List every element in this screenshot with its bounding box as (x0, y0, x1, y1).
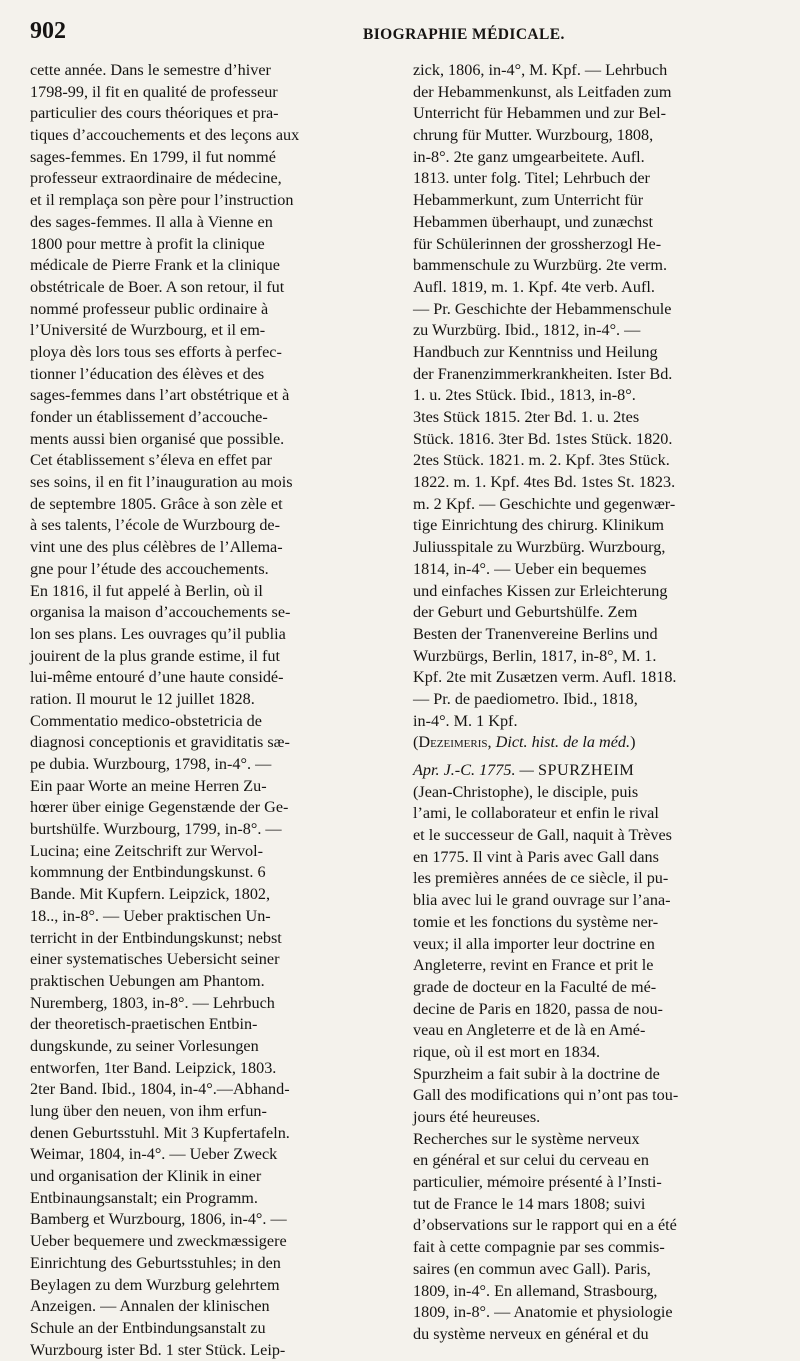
text-line: in-4°. M. 1 Kpf. (413, 711, 518, 730)
text-line: jours été heureuses. (413, 1108, 541, 1126)
running-title: BIOGRAPHIE MÉDICALE. (363, 26, 565, 43)
text-line: blia avec lui le grand ouvrage sur l’ana- (413, 891, 671, 910)
text-line: obstétricale de Boer. A son retour, il fut (30, 277, 285, 296)
text-line: 1814, in-4°. — Ueber ein bequemes (413, 559, 647, 578)
text-line: Stück. 1816. 3ter Bd. 1stes Stück. 1820. (413, 429, 673, 448)
text-line: tige Einrichtung des chirurg. Klinikum (413, 516, 665, 535)
text-line: 18.., in-8°. — Ueber praktischen Un- (30, 906, 271, 925)
text-line: diagnosi conceptionis et graviditatis sæ- (30, 733, 290, 752)
text-line: Hebammerkunt, zum Unterricht für (413, 191, 644, 210)
text-line: professeur extraordinaire de médecine, (30, 169, 282, 188)
citation-line: (Dezeimeris, Dict. hist. de la méd.) (413, 733, 636, 752)
text-line: der Geburt und Geburtshülfe. Zem (413, 603, 638, 622)
text-line: l’Université de Wurzbourg, et il em- (30, 321, 266, 340)
text-line: — Pr. Geschichte der Hebammenschule (413, 299, 672, 318)
text-line: der Hebammenkunst, als Leitfaden zum (413, 82, 672, 101)
text-line: 1798-99, il fit en qualité de professeur (30, 82, 278, 101)
citation-source: Dict. hist. de la méd. (495, 733, 631, 752)
text-line: veau en Angleterre et de là en Amé- (413, 1021, 646, 1040)
text-line: en 1775. Il vint à Paris avec Gall dans (413, 847, 659, 866)
text-line: tut de France le 14 mars 1808; suivi (413, 1194, 646, 1213)
text-line: Schule an der Entbindungsanstalt zu (30, 1318, 266, 1337)
text-line: Unterricht für Hebammen und zur Bel- (413, 104, 667, 123)
page-header (30, 18, 770, 50)
text-line: cette année. Dans le semestre d’hiver (30, 61, 271, 79)
text-line: Weimar, 1804, in-4°. — Ueber Zweck (30, 1145, 278, 1164)
text-line: Wurzbourg ister Bd. 1 ster Stück. Leip- (30, 1340, 286, 1359)
text-line: der theoretisch-praetischen Entbin- (30, 1015, 258, 1034)
text-line: und einfaches Kissen zur Erleichterung (413, 581, 668, 600)
text-line: m. 2 Kpf. — Geschichte und gegenwær- (413, 494, 676, 513)
text-line: sages-femmes. En 1799, il fut nommé (30, 147, 276, 166)
text-line: — Pr. de paediometro. Ibid., 1818, (413, 689, 638, 708)
text-line: en général et sur celui du cerveau en (413, 1151, 649, 1170)
text-line: les premières années de ce siècle, il pu- (413, 869, 669, 888)
text-line: fonder un établissement d’accouche- (30, 408, 268, 426)
entry-name: SPURZHEIM (538, 761, 635, 779)
text-line: particulier, mémoire présenté à l’Insti- (413, 1173, 662, 1192)
text-line: médicale de Pierre Frank et la clinique (30, 256, 280, 275)
text-line: 2tes Stück. 1821. m. 2. Kpf. 3tes Stück. (413, 451, 670, 470)
text-line: Ein paar Worte an meine Herren Zu- (30, 776, 267, 795)
text-line: Bamberg et Wurzbourg, 1806, in-4°. — (30, 1210, 287, 1229)
text-line: et il remplaça son père pour l’instruction (30, 191, 294, 210)
entry-body (413, 782, 781, 1346)
text-line: Einrichtung des Geburtsstuhles; in den (30, 1253, 281, 1272)
text-line: denen Geburtsstuhl. Mit 3 Kupfertafeln. (30, 1123, 290, 1142)
text-line: Angleterre, revint en France et prit le (413, 956, 654, 975)
text-line: En 1816, il fut appelé à Berlin, où il (30, 581, 263, 600)
text-line: terricht in der Entbindungskunst; nebst (30, 928, 282, 947)
text-line: Aufl. 1819, m. 1. Kpf. 4te verb. Aufl. (413, 277, 655, 296)
text-line: du système nerveux en général et du (413, 1324, 649, 1343)
text-line: tomie et les fonctions du système ner- (413, 912, 659, 931)
text-line: et le successeur de Gall, naquit à Trèves (413, 826, 672, 845)
text-line: saires (en commun avec Gall). Paris, (413, 1259, 651, 1278)
text-line: vint une des plus célèbres de l’Allema- (30, 538, 283, 557)
text-line: 2ter Band. Ibid., 1804, in-4°.—Abhand- (30, 1080, 290, 1099)
text-line: Handbuch zur Kenntniss und Heilung (413, 342, 658, 361)
text-line: der Franenzimmerkrankheiten. Ister Bd. (413, 364, 673, 383)
text-line: Beylagen zu dem Wurzburg gelehrtem (30, 1275, 280, 1294)
text-line: grade de docteur en la Faculté de mé- (413, 977, 657, 996)
text-line: d’observations sur le rapport qui en a été (413, 1216, 677, 1235)
text-line: Bande. Mit Kupfern. Leipzick, 1802, (30, 885, 271, 904)
text-line: Juliusspitale zu Wurzbürg. Wurzbourg, (413, 538, 666, 557)
text-line: bammenschule zu Wurzbürg. 2te verm. (413, 256, 668, 275)
text-line: für Schülerinnen der grossherzogl He- (413, 234, 662, 253)
text-line: (Jean-Christophe), le disciple, puis (413, 782, 639, 801)
text-line: veux; il alla importer leur doctrine en (413, 934, 655, 953)
text-line: des sages-femmes. Il alla à Vienne en (30, 212, 273, 231)
text-line: ments aussi bien organisé que possible. (30, 429, 285, 448)
text-line: pe dubia. Wurzbourg, 1798, in-4°. — (30, 755, 272, 773)
text-line: tionner l’éducation des élèves et des (30, 364, 265, 383)
text-line: dungskunde, zu seiner Vorlesungen (30, 1036, 259, 1055)
text-line: 1800 pour mettre à profit la clinique (30, 234, 265, 253)
text-line: organisa la maison d’accouchements se- (30, 603, 291, 622)
text-line: 1813. unter folg. Titel; Lehrbuch der (413, 169, 650, 188)
right-column (413, 60, 781, 1346)
text-line: lon ses plans. Les ouvrages qu’il publia (30, 624, 286, 643)
text-line: einer systematisches Uebersicht seiner (30, 950, 280, 969)
text-line: tiques d’accouchements et des leçons aux (30, 126, 300, 145)
text-line: 1822. m. 1. Kpf. 4tes Bd. 1stes St. 1823. (413, 473, 676, 492)
text-line: Cet établissement s’éleva en effet par (30, 451, 272, 470)
left-column (30, 60, 398, 1361)
text-line: sages-femmes dans l’art obstétrique et à (30, 386, 290, 405)
text-line: Kpf. 2te mit Zusætzen verm. Aufl. 1818. (413, 668, 677, 687)
text-line: ploya dès lors tous ses efforts à perfec- (30, 342, 282, 361)
text-line: rique, où il est mort en 1834. (413, 1042, 601, 1061)
text-line: Wurzbürgs, Berlin, 1817, in-8°, M. 1. (413, 646, 657, 665)
text-line: Besten der Tranenvereine Berlins und (413, 624, 658, 643)
text-line: Anzeigen. — Annalen der klinischen (30, 1297, 270, 1316)
text-line: l’ami, le collaborateur et enfin le rival (413, 804, 659, 823)
text-line: à ses talents, l’école de Wurzbourg de- (30, 516, 281, 535)
text-line: Entbinaungsanstalt; ein Programm. (30, 1188, 258, 1207)
text-line: und organisation der Klinik in einer (30, 1167, 262, 1186)
text-line: ration. Il mourut le 12 juillet 1828. (30, 689, 255, 708)
text-line: Spurzheim a fait subir à la doctrine de (413, 1064, 660, 1083)
page-number: 902 (30, 18, 66, 44)
text-line: 1809, in-8°. — Anatomie et physiologie (413, 1303, 673, 1322)
text-line: nommé professeur public ordinaire à (30, 299, 269, 318)
text-line: 3tes Stück 1815. 2ter Bd. 1. u. 2tes (413, 408, 640, 426)
entry-prefix: Apr. J.-C. 1775. — (413, 761, 534, 779)
text-line: burtshülfe. Wurzbourg, 1799, in-8°. — (30, 820, 282, 839)
text-line: Ueber bequemere und zweckmæssigere (30, 1232, 287, 1251)
text-line: decine de Paris en 1820, passa de nou- (413, 999, 663, 1018)
bibliography-continued (413, 60, 781, 732)
citation-author: Dezeimeris (418, 733, 488, 752)
text-line: entworfen, 1ter Band. Leipzick, 1803. (30, 1058, 277, 1077)
text-line: kommnung der Entbindungskunst. 6 (30, 863, 266, 882)
text-line: in-8°. 2te ganz umgearbeitete. Aufl. (413, 147, 645, 166)
text-line: fait à cette compagnie par ses commis- (413, 1238, 665, 1257)
text-line: de septembre 1805. Grâce à son zèle et (30, 494, 283, 513)
text-line: 1. u. 2tes Stück. Ibid., 1813, in-8°. (413, 386, 636, 405)
text-line: Gall des modifications qui n’ont pas tou- (413, 1086, 679, 1105)
text-line: lung über den neuen, von ihm erfun- (30, 1102, 267, 1120)
text-line: zu Wurzbürg. Ibid., 1812, in-4°. — (413, 321, 641, 340)
text-line: gne pour l’étude des accouchements. (30, 559, 269, 578)
text-line: praktischen Uebungen am Phantom. (30, 971, 265, 990)
text-line: Lucina; eine Zeitschrift zur Wervol- (30, 841, 264, 860)
text-line: hœrer über einige Gegenstænde der Ge- (30, 798, 289, 817)
text-line: lui-même entouré d’une haute considé- (30, 668, 284, 687)
text-line: Commentatio medico-obstetricia de (30, 711, 262, 730)
text-line: 1809, in-4°. En allemand, Strasbourg, (413, 1281, 658, 1300)
text-line: Nuremberg, 1803, in-8°. — Lehrbuch (30, 993, 275, 1012)
text-line: Recherches sur le système nerveux (413, 1129, 640, 1148)
text-line: chrung für Mutter. Wurzbourg, 1808, (413, 126, 654, 145)
text-line: particulier des cours théoriques et pra- (30, 104, 279, 123)
entry-heading (413, 760, 781, 782)
text-line: jouirent de la plus grande estime, il fut (30, 646, 280, 665)
text-line: zick, 1806, in-4°, M. Kpf. — Lehrbuch (413, 61, 668, 79)
text-line: ses soins, il en fit l’inauguration au mois (30, 473, 293, 492)
text-line: Hebammen überhaupt, und zunæchst (413, 212, 654, 231)
